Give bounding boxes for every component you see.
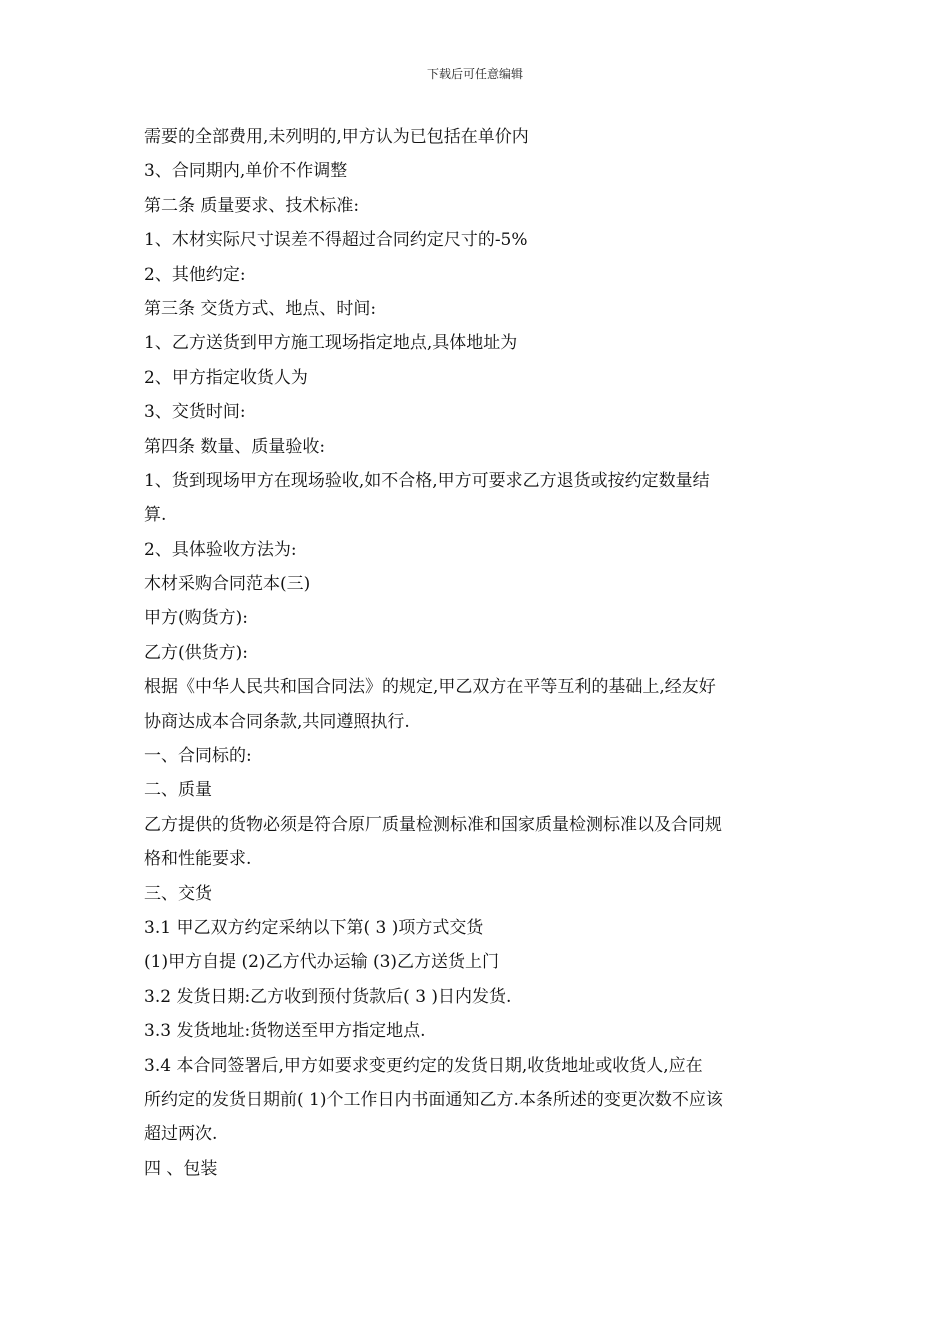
section-heading: 三、交货 — [144, 883, 212, 904]
text-line: 需要的全部费用,未列明的,甲方认为已包括在单价内 — [144, 127, 529, 147]
document-body — [144, 120, 809, 1186]
text-line: 3、合同期内,单价不作调整 — [144, 161, 348, 182]
text-line: 2、其他约定: — [144, 264, 246, 285]
party-a-line: 甲方(购货方): — [144, 608, 248, 629]
section-heading: 一、合同标的: — [144, 746, 252, 767]
text-line: 3.1 甲乙双方约定采纳以下第( 3 )项方式交货 — [144, 917, 484, 938]
section-heading: 四 、包装 — [144, 1158, 218, 1179]
text-line: 超过两次. — [144, 1124, 218, 1145]
text-line: 2、具体验收方法为: — [144, 539, 297, 560]
text-line: 算. — [144, 505, 167, 526]
text-line: 1、货到现场甲方在现场验收,如不合格,甲方可要求乙方退货或按约定数量结 — [144, 470, 710, 491]
text-line: (1)甲方自提 (2)乙方代办运输 (3)乙方送货上门 — [144, 952, 500, 973]
text-line: 格和性能要求. — [144, 849, 252, 870]
text-line: 2、甲方指定收货人为 — [144, 367, 308, 388]
text-line: 1、木材实际尺寸误差不得超过合同约定尺寸的-5% — [144, 230, 528, 251]
document-title: 木材采购合同范本(三) — [144, 574, 311, 595]
text-line: 1、乙方送货到甲方施工现场指定地点,具体地址为 — [144, 333, 518, 354]
section-heading: 第四条 数量、质量验收: — [144, 436, 326, 457]
text-line: 根据《中华人民共和国合同法》的规定,甲乙双方在平等互利的基础上,经友好 — [144, 677, 716, 698]
text-line: 乙方提供的货物必须是符合原厂质量检测标准和国家质量检测标准以及合同规 — [144, 814, 722, 835]
page-header: 下载后可任意编辑 — [426, 67, 523, 81]
text-line: 3、交货时间: — [144, 402, 246, 423]
text-line: 协商达成本合同条款,共同遵照执行. — [144, 711, 410, 732]
party-b-line: 乙方(供货方): — [144, 642, 248, 663]
text-line: 3.3 发货地址:货物送至甲方指定地点. — [144, 1021, 426, 1042]
text-line: 3.2 发货日期:乙方收到预付货款后( 3 )日内发货. — [144, 986, 512, 1007]
text-line: 所约定的发货日期前( 1)个工作日内书面通知乙方.本条所述的变更次数不应该 — [144, 1089, 723, 1110]
section-heading: 二、质量 — [144, 780, 212, 801]
section-heading: 第三条 交货方式、地点、时间: — [144, 298, 377, 319]
section-heading: 第二条 质量要求、技术标准: — [144, 195, 360, 216]
text-line: 3.4 本合同签署后,甲方如要求变更约定的发货日期,收货地址或收货人,应在 — [144, 1055, 703, 1076]
